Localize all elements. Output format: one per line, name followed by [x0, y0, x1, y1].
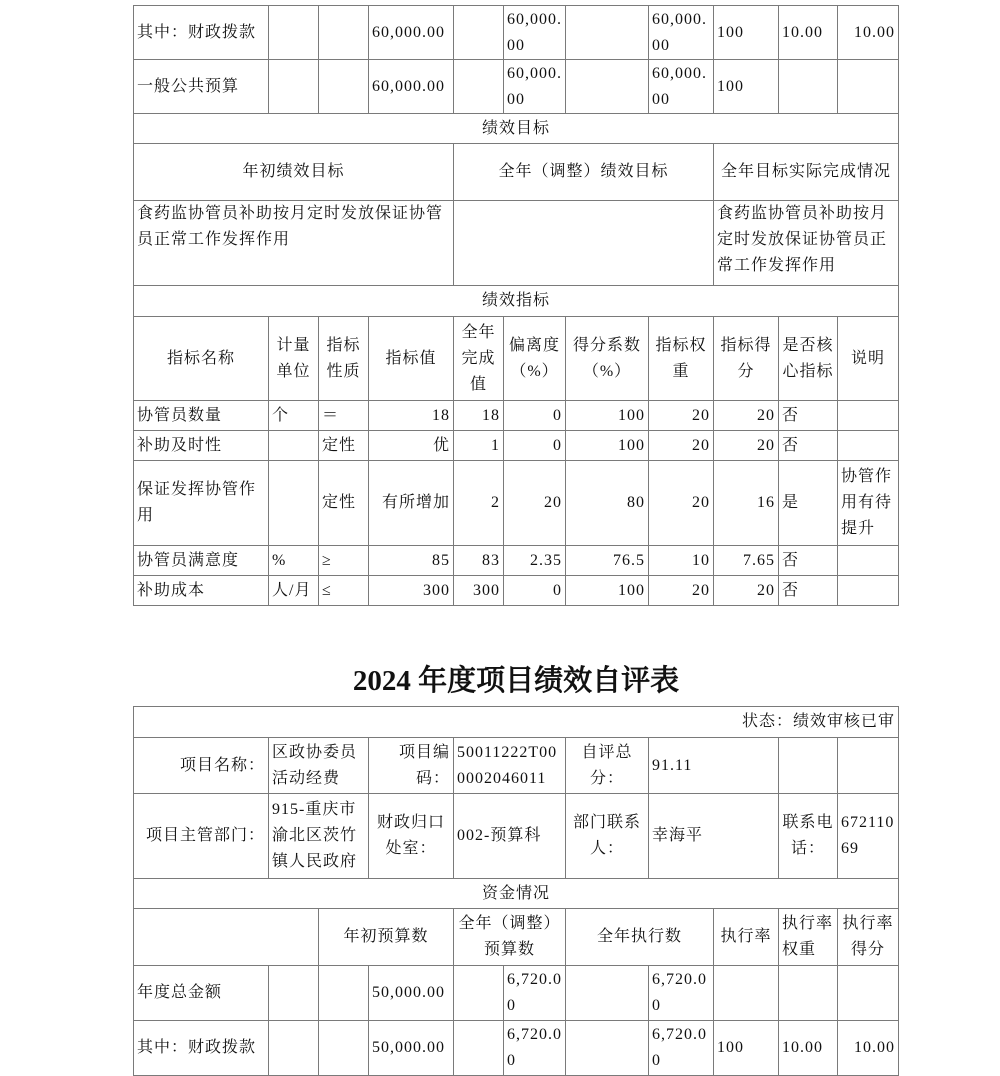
adjusted-budget: 6,720.00 [504, 966, 566, 1021]
self-evaluation-form [133, 706, 899, 1076]
goals-header: 全年目标实际完成情况 [714, 144, 899, 201]
weight: 20 [649, 576, 714, 606]
score-coefficient: 76.5 [566, 546, 649, 576]
performance-table-top [133, 5, 899, 606]
target-value: 85 [369, 546, 454, 576]
row-label: 其中：财政拨款 [134, 1021, 269, 1076]
weight: 10.00 [779, 6, 838, 60]
score: 20 [714, 401, 779, 431]
note [838, 401, 899, 431]
funds-row [134, 966, 899, 1021]
indicator-name: 协管员满意度 [134, 546, 269, 576]
row-label: 其中：财政拨款 [134, 6, 269, 60]
actual-goal: 食药监协管员补助按月定时发放保证协管员正常工作发挥作用 [714, 201, 899, 286]
indicator-name: 补助及时性 [134, 431, 269, 461]
weight: 20 [649, 431, 714, 461]
initial-budget: 50,000.00 [369, 966, 454, 1021]
weight [779, 60, 838, 114]
initial-budget: 60,000.00 [369, 60, 454, 114]
target-value: 优 [369, 431, 454, 461]
unit [269, 431, 319, 461]
funds-header: 全年（调整）预算数 [454, 909, 566, 966]
adjusted-budget: 6,720.00 [504, 1021, 566, 1076]
actual-value: 300 [454, 576, 504, 606]
funds-header: 年初预算数 [319, 909, 454, 966]
adjusted-budget: 60,000.00 [504, 6, 566, 60]
dept: 915-重庆市渝北区茨竹镇人民政府 [269, 794, 369, 879]
goals-header: 全年（调整）绩效目标 [454, 144, 714, 201]
executed: 60,000.00 [649, 60, 714, 114]
indicator-name: 保证发挥协管作用 [134, 461, 269, 546]
indicator-name: 补助成本 [134, 576, 269, 606]
score-coefficient: 100 [566, 431, 649, 461]
project-code-label: 项目编码： [369, 738, 454, 794]
funds-row [134, 60, 899, 114]
deviation: 0 [504, 401, 566, 431]
is-core: 否 [779, 401, 838, 431]
initial-budget: 60,000.00 [369, 6, 454, 60]
adjusted-budget: 60,000.00 [504, 60, 566, 114]
deviation: 0 [504, 431, 566, 461]
score: 20 [714, 431, 779, 461]
indicator-header: 指标得分 [714, 317, 779, 401]
target-value: 18 [369, 401, 454, 431]
indicators-section-title: 绩效指标 [134, 286, 899, 317]
executed: 60,000.00 [649, 6, 714, 60]
unit: % [269, 546, 319, 576]
contact-label: 部门联系人： [566, 794, 649, 879]
is-core: 否 [779, 576, 838, 606]
executed: 6,720.00 [649, 966, 714, 1021]
is-core: 是 [779, 461, 838, 546]
indicator-header-row [134, 317, 899, 401]
score-label: 自评总分： [566, 738, 649, 794]
weight: 20 [649, 401, 714, 431]
self-score: 91.11 [649, 738, 779, 794]
page-title: 2024 年度项目绩效自评表 [352, 665, 680, 697]
initial-budget: 50,000.00 [369, 1021, 454, 1076]
funds-header: 执行率得分 [838, 909, 899, 966]
indicator-header: 指标值 [369, 317, 454, 401]
goals-header: 年初绩效目标 [134, 144, 454, 201]
goals-section-title: 绩效目标 [134, 114, 899, 144]
indicator-row [134, 461, 899, 546]
indicator-row [134, 546, 899, 576]
actual-value: 2 [454, 461, 504, 546]
status-text: 状态：绩效审核已审 [134, 707, 899, 738]
funds-row [134, 6, 899, 60]
rate: 100 [714, 60, 779, 114]
office: 002-预算科 [454, 794, 566, 879]
score [838, 966, 899, 1021]
contact: 幸海平 [649, 794, 779, 879]
score-coefficient: 100 [566, 401, 649, 431]
funds-header: 执行率权重 [779, 909, 838, 966]
office-label: 财政归口处室： [369, 794, 454, 879]
adjusted-goal [454, 201, 714, 286]
weight [779, 966, 838, 1021]
score: 7.65 [714, 546, 779, 576]
rate: 100 [714, 6, 779, 60]
score: 20 [714, 576, 779, 606]
funds-header: 全年执行数 [566, 909, 714, 966]
nature: ≥ [319, 546, 369, 576]
deviation: 2.35 [504, 546, 566, 576]
nature: 定性 [319, 461, 369, 546]
indicator-header: 偏离度（%） [504, 317, 566, 401]
score: 16 [714, 461, 779, 546]
rate: 100 [714, 1021, 779, 1076]
indicator-name: 协管员数量 [134, 401, 269, 431]
indicator-header: 说明 [838, 317, 899, 401]
note: 协管作用有待提升 [838, 461, 899, 546]
unit: 人/月 [269, 576, 319, 606]
nature: ≤ [319, 576, 369, 606]
project-code: 50011222T000002046011 [454, 738, 566, 794]
target-value: 有所增加 [369, 461, 454, 546]
dept-label: 项目主管部门： [134, 794, 269, 879]
weight: 20 [649, 461, 714, 546]
unit: 个 [269, 401, 319, 431]
nature: 定性 [319, 431, 369, 461]
is-core: 否 [779, 546, 838, 576]
indicator-header: 指标性质 [319, 317, 369, 401]
deviation: 20 [504, 461, 566, 546]
score [838, 60, 899, 114]
project-name-label: 项目名称： [134, 738, 269, 794]
score-coefficient: 80 [566, 461, 649, 546]
note [838, 576, 899, 606]
rate [714, 966, 779, 1021]
project-name: 区政协委员活动经费 [269, 738, 369, 794]
indicator-row [134, 401, 899, 431]
note [838, 546, 899, 576]
weight: 10.00 [779, 1021, 838, 1076]
phone: 67211069 [838, 794, 899, 879]
actual-value: 18 [454, 401, 504, 431]
funds-section-title: 资金情况 [134, 879, 899, 909]
indicator-header: 全年完成值 [454, 317, 504, 401]
score-coefficient: 100 [566, 576, 649, 606]
executed: 6,720.00 [649, 1021, 714, 1076]
phone-label: 联系电话： [779, 794, 838, 879]
indicator-header: 计量单位 [269, 317, 319, 401]
indicator-header: 指标权重 [649, 317, 714, 401]
score: 10.00 [838, 1021, 899, 1076]
nature: ＝ [319, 401, 369, 431]
funds-row [134, 1021, 899, 1076]
note [838, 431, 899, 461]
is-core: 否 [779, 431, 838, 461]
target-value: 300 [369, 576, 454, 606]
row-label: 一般公共预算 [134, 60, 269, 114]
unit [269, 461, 319, 546]
deviation: 0 [504, 576, 566, 606]
indicator-header: 是否核心指标 [779, 317, 838, 401]
indicator-row [134, 431, 899, 461]
indicator-header: 指标名称 [134, 317, 269, 401]
row-label: 年度总金额 [134, 966, 269, 1021]
actual-value: 1 [454, 431, 504, 461]
score: 10.00 [838, 6, 899, 60]
indicator-row [134, 576, 899, 606]
initial-goal: 食药监协管员补助按月定时发放保证协管员正常工作发挥作用 [134, 201, 454, 286]
weight: 10 [649, 546, 714, 576]
funds-header: 执行率 [714, 909, 779, 966]
indicator-header: 得分系数（%） [566, 317, 649, 401]
actual-value: 83 [454, 546, 504, 576]
